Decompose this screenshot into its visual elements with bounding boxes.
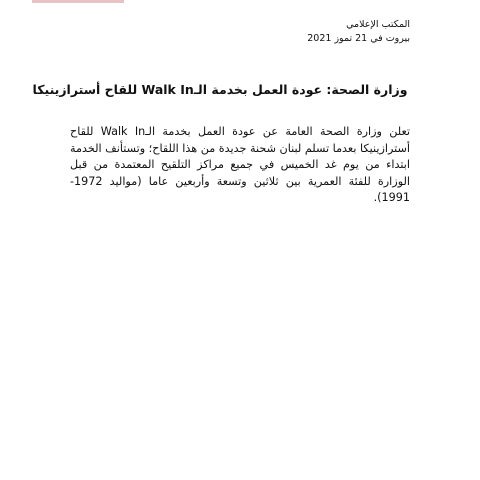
announcement-body: تعلن وزارة الصحة العامة عن عودة العمل بخدمة الـWalk In للقاح أسترازينيكا بعدما تسلم لبنان شحنة جديدة من هذا اللقاح؛ وتستأنف الخدمة ابتداء من يوم غد الخميس في جميع مراكز التلقيح المعتمدة من قبل الوزارة للفئة العمرية بين ثلاثين وتسعة وأربعين عاما (مواليد 1972- 1991). [69, 125, 411, 204]
top-edge-mark [32, 0, 124, 3]
dateline: بيروت في 21 تموز 2021 [307, 33, 410, 44]
announcement-title: وزارة الصحة: عودة العمل بخدمة الـWalk In للقاح أسترازينيكا [32, 82, 408, 97]
office-label: المكتب الإعلامي [346, 19, 410, 30]
press-header [307, 18, 410, 46]
